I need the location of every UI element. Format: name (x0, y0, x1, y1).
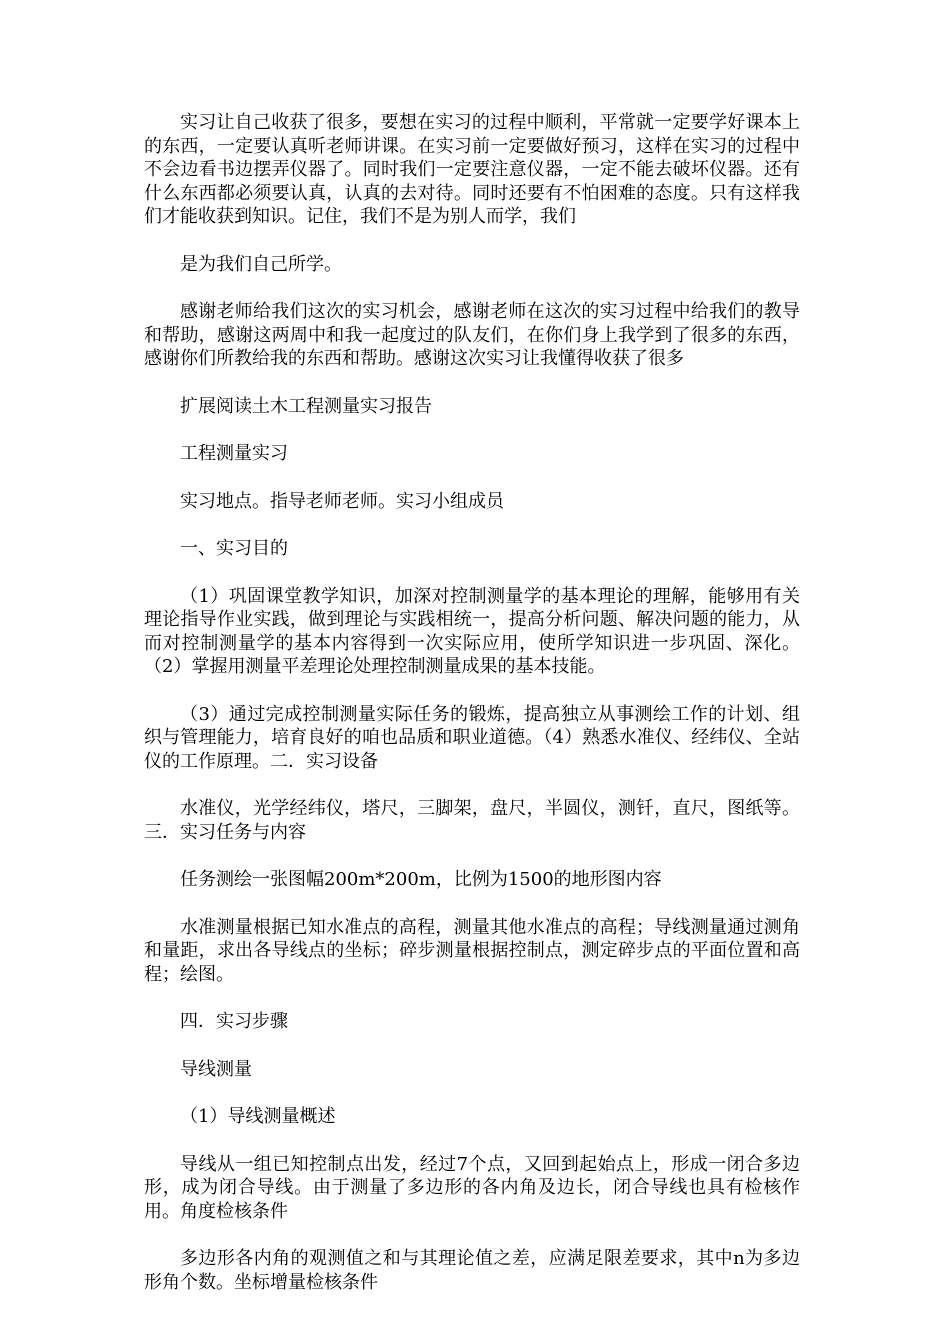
paragraph-task-content: 水准测量根据已知水准点的高程，测量其他水准点的高程；导线测量通过测角和量距，求出各导线点的坐标；碎步测量根据控制点，测定碎步点的平面位置和高程；绘图。 (144, 916, 800, 985)
paragraph-purpose-3-4: （3）通过完成控制测量实际任务的锻炼，提高独立从事测绘工作的计划、组织与管理能力，培育良好的咱也品质和职业道德。（4）熟悉水准仪、经纬仪、全站仪的工作原理。二．实习设备 (144, 703, 800, 772)
heading-engineering-survey: 工程测量实习 (180, 443, 288, 464)
heading-steps: 四．实习步骤 (180, 1011, 288, 1032)
paragraph-task: 任务测绘一张图幅200m*200m，比例为1500的地形图内容 (180, 869, 662, 890)
paragraph-thanks: 感谢老师给我们这次的实习机会，感谢老师在这次的实习过程中给我们的教导和帮助，感谢这两周中和我一起度过的队友们，在你们身上我学到了很多的东西，感谢你们所教给我的东西和帮助。感谢这次实习让我懂得收获了很多 (144, 301, 800, 369)
paragraph-angle-check: 多边形各内角的观测值之和与其理论值之差，应满足限差要求，其中n为多边形角个数。坐标增量检核条件 (144, 1248, 800, 1293)
paragraph-location-info: 实习地点。指导老师老师。实习小组成员 (180, 490, 504, 512)
paragraph-equipment: 水准仪，光学经纬仪，塔尺，三脚架，盘尺，半圆仪，测钎，直尺，图纸等。三．实习任务与内容 (144, 798, 800, 843)
heading-extended-reading: 扩展阅读土木工程测量实习报告 (180, 395, 432, 417)
document-body (144, 111, 800, 1318)
paragraph-for-ourselves: 是为我们自己所学。 (180, 253, 342, 275)
heading-purpose: 一、实习目的 (180, 538, 288, 559)
paragraph-practice-reflection: 实习让自己收获了很多，要想在实习的过程中顺利，平常就一定要学好课本上的东西，一定要认真听老师讲课。在实习前一定要做好预习，这样在实习的过程中不会边看书边摆弄仪器了。同时我们一定要注意仪器，一定不能去破坏仪器。还有什么东西都必须要认真，认真的去对待。同时还要有不怕困难的态度。只有这样我们才能收获到知识。记住，我们不是为别人而学，我们 (144, 112, 800, 227)
heading-traverse-survey: 导线测量 (180, 1058, 252, 1080)
paragraph-closed-traverse: 导线从一组已知控制点出发，经过7个点，又回到起始点上，形成一闭合多边形，成为闭合导线。由于测量了多边形的各内角及边长，闭合导线也具有检核作用。角度检核条件 (144, 1153, 800, 1222)
paragraph-purpose-1-2: （1）巩固课堂教学知识，加深对控制测量学的基本理论的理解，能够用有关理论指导作业实践，做到理论与实践相统一，提高分析问题、解决问题的能力，从而对控制测量学的基本内容得到一次实际应用，使所学知识进一步巩固、深化。（2）掌握用测量平差理论处理控制测量成果的基本技能。 (144, 585, 800, 677)
heading-traverse-overview: （1）导线测量概述 (180, 1106, 336, 1127)
